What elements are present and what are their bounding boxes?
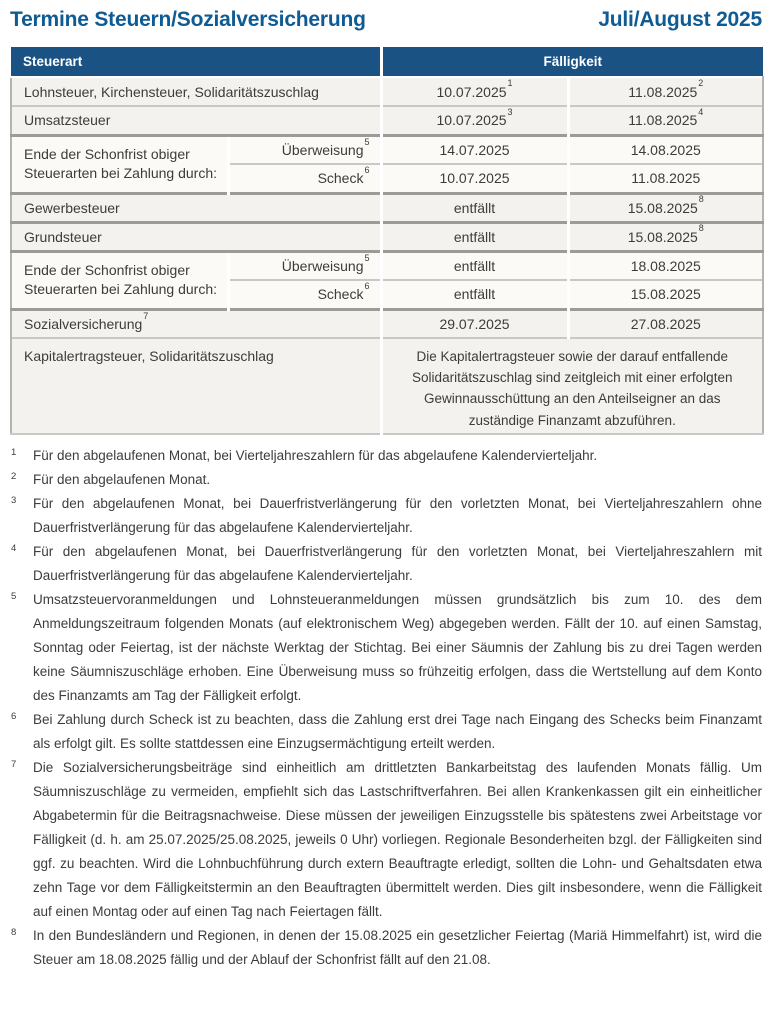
footnote-marker: 2 [11, 471, 17, 482]
july-date-cell: entfällt [381, 251, 568, 280]
august-date-cell: 15.08.2025 [568, 280, 763, 309]
july-date-cell: 14.07.2025 [381, 135, 568, 164]
table-row-lohnsteuer [11, 77, 763, 106]
july-date-cell [381, 77, 568, 106]
steuerart-cell: Umsatzsteuer [11, 106, 381, 135]
schonfrist-merged-cell: Ende der Schonfrist obiger Steuerarten bei Zahlung durch: [11, 135, 228, 193]
july-date-cell: entfällt [381, 280, 568, 309]
payment-method-cell [228, 280, 381, 309]
footnote-ref: 3 [507, 107, 513, 118]
footnote-text: Umsatzsteuervoranmeldungen und Lohnsteueranmeldungen müssen grundsätzlich bis zum 10. des dem Anmeldungszeitraum folgenden Monats (auf elektronischem Weg) abgegeben werden. Fällt der 10. auf einen Samstag, Sonntag oder Feiertag, ist der nächste Werktag der Stichtag. Bei einer Säumnis der Zahlung bis zu drei Tagen werden keine Säumniszuschläge erhoben. Eine Überweisung muss so frühzeitig erfolgen, dass die Wertstellung auf dem Konto des Finanzamts am Tag der Fälligkeit erfolgt. [33, 592, 762, 703]
footnote-text: Für den abgelaufenen Monat, bei Vierteljahreszahlern für das abgelaufene Kalendervierteljahr. [33, 448, 598, 463]
date-value: 10.07.2025 [436, 83, 507, 100]
footnote-7 [10, 756, 762, 924]
payment-method-cell [228, 251, 381, 280]
august-date-cell [568, 77, 763, 106]
august-date-cell: 14.08.2025 [568, 135, 763, 164]
date-value: 10.07.2025 [436, 112, 507, 129]
column-header-steuerart: Steuerart [23, 54, 83, 69]
footnote-text: Die Sozialversicherungsbeiträge sind einheitlich am drittletzten Bankarbeitstag des laufenden Monats fällig. Um Säumniszuschläge zu vermeiden, empfiehlt sich das Lastschriftverfahren. Bei allen Krankenkassen gilt ein einheitlicher Abgabetermin für die Beitragsnachweise. Diese müssen der jeweiligen Einzugsstelle bis spätestens zwei Arbeitstage vor Fälligkeit (d. h. am 25.07.2025/25.08.2025, jeweils 0 Uhr) vorliegen. Regionale Besonderheiten bzgl. der Fälligkeiten sind ggf. zu beachten. Wird die Lohnbuchführung durch extern Beauftragte erledigt, sollten die Lohn- und Gehaltsdaten etwa zehn Tage vor dem Fälligkeitstermin an den Beauftragten übermittelt werden. Dies gilt insbesondere, wenn die Fälligkeit auf einen Montag oder auf einen Tag nach Feiertagen fällt. [33, 760, 762, 919]
august-date-cell: 11.08.2025 [568, 164, 763, 193]
footnote-2 [10, 468, 762, 492]
july-date-cell: 29.07.2025 [381, 309, 568, 338]
footnote-ref: 6 [364, 281, 370, 292]
date-value: 11.08.2025 [628, 83, 698, 100]
footnote-marker: 1 [11, 447, 17, 458]
footnote-ref: 5 [364, 252, 370, 263]
footnote-ref: 7 [143, 310, 149, 321]
july-date-cell [381, 106, 568, 135]
footnote-text: Für den abgelaufenen Monat, bei Dauerfristverlängerung für den vorletzten Monat, bei Vierteljahreszahlern mit Dauerfristverlängerung für das abgelaufene Kalendervierteljahr. [33, 544, 762, 583]
schonfrist-merged-cell: Ende der Schonfrist obiger Steuerarten bei Zahlung durch: [11, 251, 228, 309]
steuerart-label: Sozialversicherung [24, 315, 143, 332]
table-row-sozialversicherung [11, 309, 763, 338]
footnote-marker: 4 [11, 543, 17, 554]
footnote-marker: 7 [11, 759, 17, 770]
table-row-gewerbesteuer [11, 193, 763, 222]
column-header-faelligkeit: Fälligkeit [381, 47, 763, 77]
payment-method-label: Scheck [317, 286, 364, 303]
footnote-ref: 8 [698, 223, 704, 234]
footnote-5 [10, 588, 762, 708]
footnote-marker: 8 [11, 927, 17, 938]
table-row-kapitalertragsteuer [11, 338, 763, 434]
deadlines-table [10, 47, 764, 435]
august-date-cell: 18.08.2025 [568, 251, 763, 280]
july-date-cell: entfällt [381, 222, 568, 251]
footnote-marker: 5 [11, 591, 17, 602]
footnote-ref: 8 [698, 194, 704, 205]
footnote-text: Für den abgelaufenen Monat, bei Dauerfristverlängerung für den vorletzten Monat, bei Vierteljahreszahlern ohne Dauerfristverlängerung für das abgelaufene Kalendervierteljahr. [33, 496, 762, 535]
august-date-cell [568, 222, 763, 251]
footnote-ref: 6 [364, 165, 370, 176]
footnote-marker: 3 [11, 495, 17, 506]
payment-method-label: Überweisung [281, 141, 364, 158]
footnote-8 [10, 924, 762, 972]
payment-method-cell [228, 164, 381, 193]
page-period: Juli/August 2025 [598, 8, 762, 31]
footnote-ref: 4 [698, 107, 704, 118]
footnote-marker: 6 [11, 711, 17, 722]
july-date-cell: entfällt [381, 193, 568, 222]
august-date-cell [568, 193, 763, 222]
footnote-6 [10, 708, 762, 756]
footnote-1 [10, 444, 762, 468]
steuerart-cell [11, 309, 381, 338]
footnote-ref: 5 [364, 136, 370, 147]
date-value: 15.08.2025 [627, 228, 698, 245]
steuerart-cell: Grundsteuer [11, 222, 381, 251]
august-date-cell: 27.08.2025 [568, 309, 763, 338]
payment-method-label: Scheck [317, 170, 364, 187]
table-row-schonfrist1-ueberweisung [11, 135, 763, 164]
date-value: 11.08.2025 [628, 112, 698, 129]
kapitalertrag-note-cell: Die Kapitalertragsteuer sowie der darauf entfallende Solidaritätszuschlag sind zeitgleich mit einer erfolgten Gewinnausschüttung an den Anteilseigner an das zuständige Finanzamt abzuführen. [381, 338, 763, 434]
july-date-cell: 10.07.2025 [381, 164, 568, 193]
footnote-text: Bei Zahlung durch Scheck ist zu beachten, dass die Zahlung erst drei Tage nach Eingang des Schecks beim Finanzamt als erfolgt gilt. Es sollte stattdessen eine Einzugsermächtigung erteilt werden. [33, 712, 762, 751]
footnote-ref: 2 [698, 78, 704, 89]
page-title: Termine Steuern/Sozialversicherung [10, 8, 366, 31]
footnote-3 [10, 492, 762, 540]
august-date-cell [568, 106, 763, 135]
steuerart-cell: Lohnsteuer, Kirchensteuer, Solidaritätszuschlag [11, 77, 381, 106]
table-row-schonfrist2-ueberweisung [11, 251, 763, 280]
steuerart-cell: Kapitalertragsteuer, Solidaritätszuschlag [11, 338, 381, 434]
footnote-ref: 1 [507, 78, 513, 89]
footnote-text: Für den abgelaufenen Monat. [33, 472, 211, 487]
title-bar [10, 8, 762, 32]
date-value: 15.08.2025 [627, 199, 698, 216]
table-header-row [11, 47, 763, 77]
table-row-grundsteuer [11, 222, 763, 251]
footnotes-section [10, 444, 762, 972]
steuerart-cell: Gewerbesteuer [11, 193, 381, 222]
payment-method-label: Überweisung [281, 257, 364, 274]
table-row-umsatzsteuer [11, 106, 763, 135]
footnote-text: In den Bundesländern und Regionen, in denen der 15.08.2025 ein gesetzlicher Feiertag (Mariä Himmelfahrt) ist, wird die Steuer am 18.08.2025 fällig und der Ablauf der Schonfrist fällt auf den 21.08. [33, 928, 762, 967]
payment-method-cell [228, 135, 381, 164]
footnote-4 [10, 540, 762, 588]
